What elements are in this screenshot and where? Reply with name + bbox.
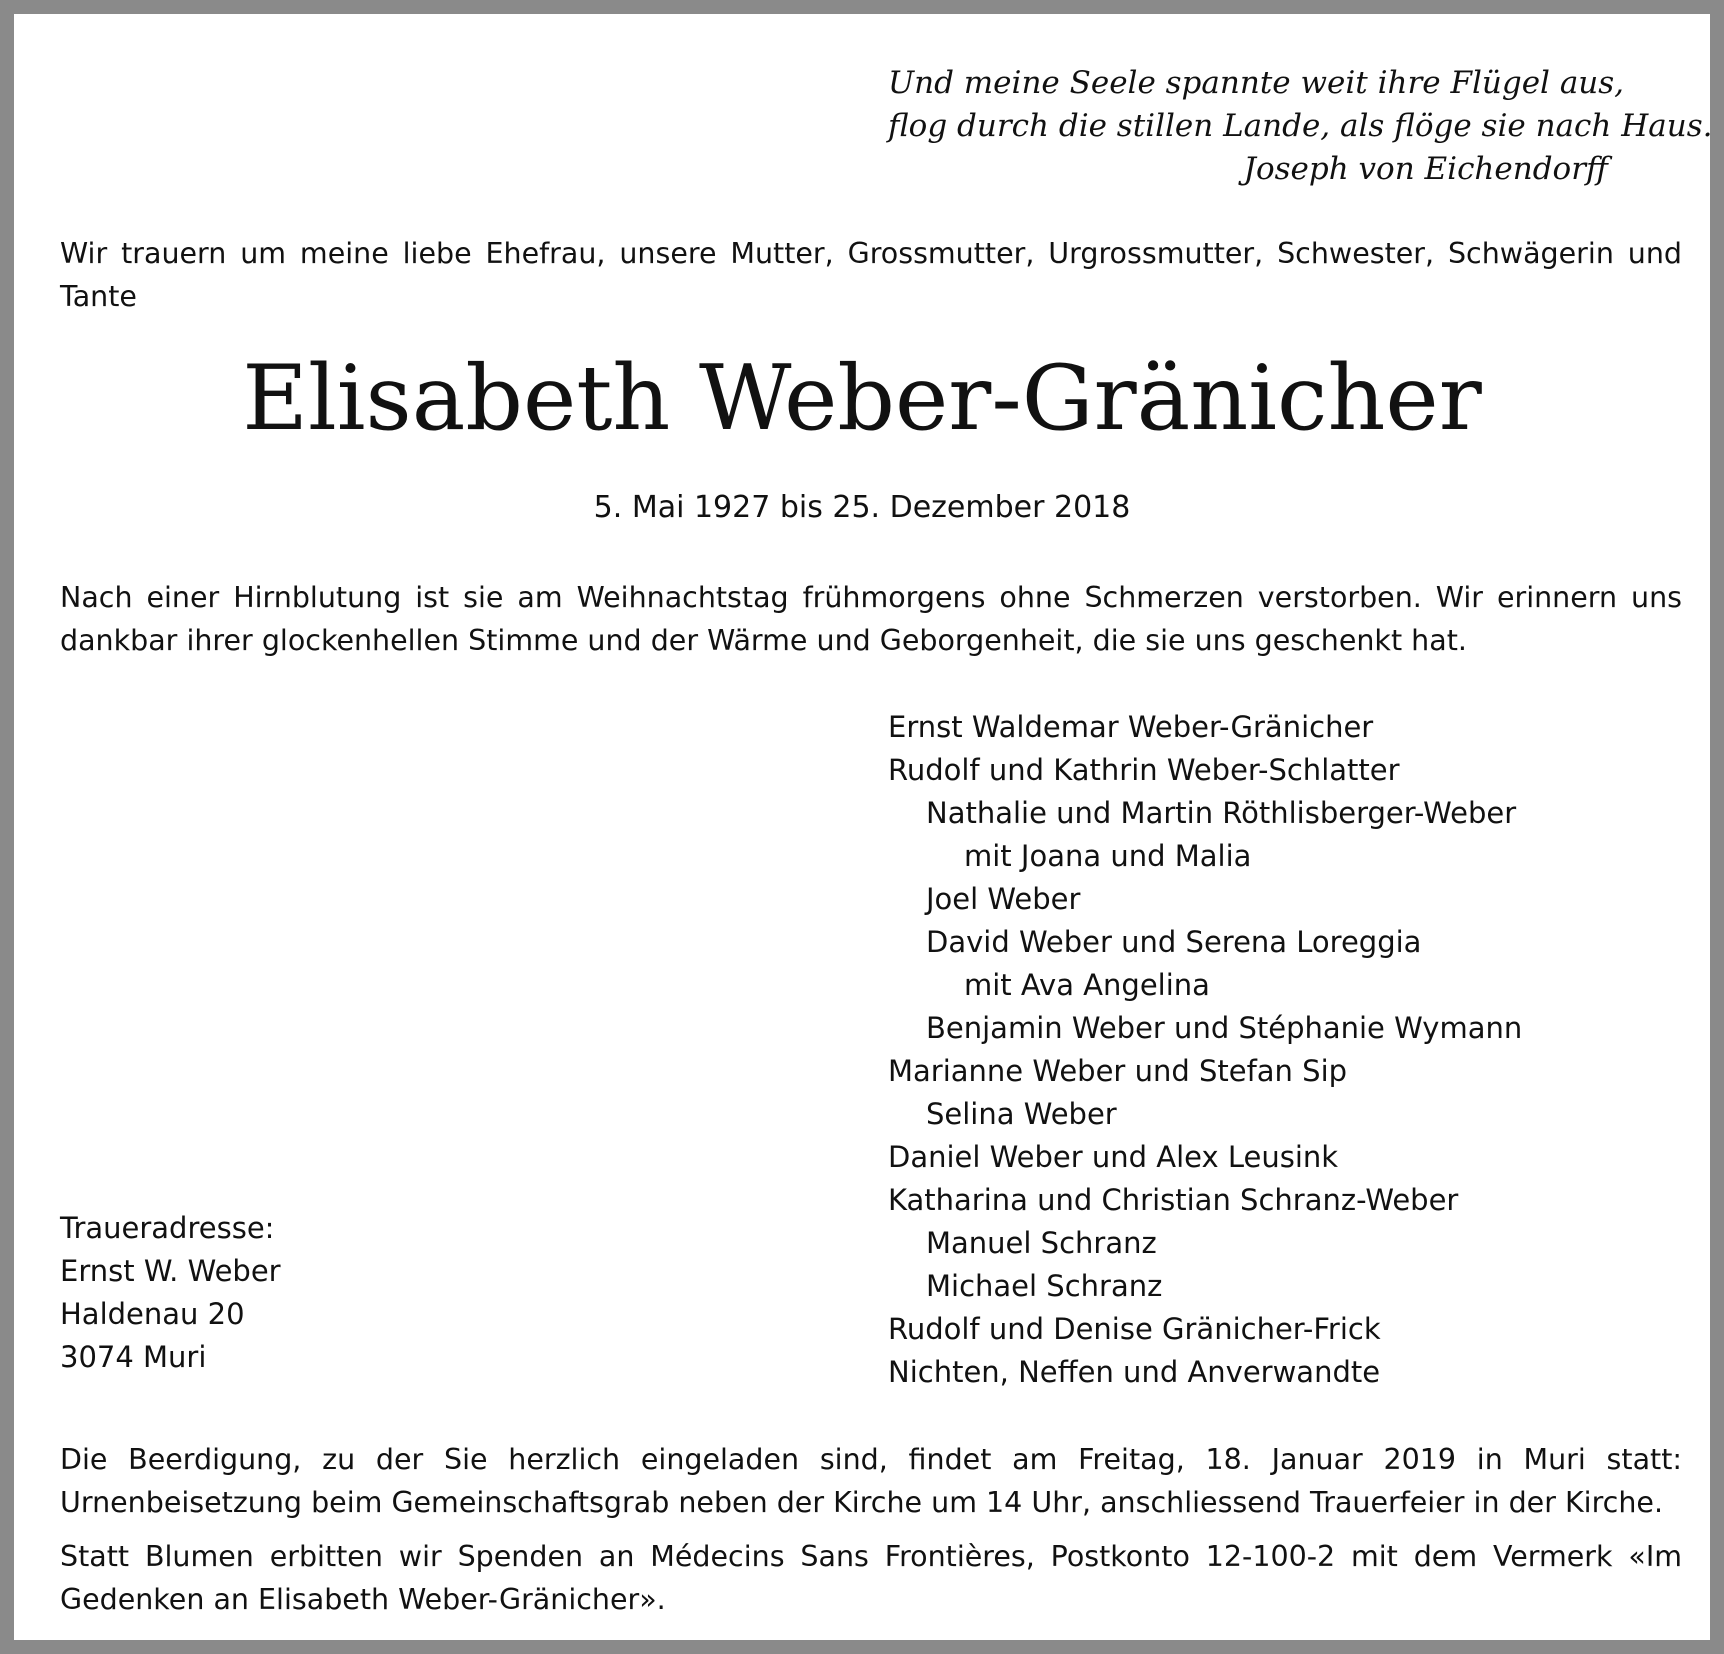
quote-line: flog durch die stillen Lande, als flöge sie nach Haus.	[888, 108, 1713, 144]
mourner-entry: Michael Schranz	[926, 1269, 1163, 1303]
mourner-entry: Nichten, Neffen und Anverwandte	[888, 1355, 1381, 1389]
mourner-entry: Marianne Weber und Stefan Sip	[888, 1054, 1348, 1088]
obituary-notice	[14, 14, 1713, 1640]
mourner-entry: Daniel Weber und Alex Leusink	[888, 1140, 1339, 1174]
mourner-entry: Nathalie und Martin Röthlisberger-Weber	[926, 796, 1517, 830]
mourning-address	[60, 1207, 281, 1379]
death-paragraph: Nach einer Hirnblutung ist sie am Weihnachtstag frühmorgens ohne Schmerzen verstorben. Wir erinnern uns dankbar ihrer glockenhellen Stimme und der Wärme und Geborgenheit, die sie uns geschenkt hat.	[60, 581, 1682, 657]
poem-quote	[888, 62, 1713, 191]
address-street: Haldenau 20	[60, 1297, 245, 1331]
mourner-entry: Joel Weber	[926, 882, 1081, 916]
intro-text: Wir trauern um meine liebe Ehefrau, unsere Mutter, Grossmutter, Urgrossmutter, Schwester, Schwägerin und Tante	[60, 237, 1682, 313]
deceased-name: Elisabeth Weber-Gränicher	[242, 346, 1482, 451]
funeral-paragraph: Die Beerdigung, zu der Sie herzlich eingeladen sind, findet am Freitag, 18. Januar 2019 in Muri statt: Urnenbeisetzung beim Gemeinschaftsgrab neben der Kirche um 14 Uhr, anschliessend Trauerfeier in der Kirche.	[60, 1443, 1682, 1519]
mourner-entry: Ernst Waldemar Weber-Gränicher	[888, 710, 1374, 744]
address-label: Traueradresse:	[60, 1211, 275, 1245]
donation-paragraph: Statt Blumen erbitten wir Spenden an Médecins Sans Frontières, Postkonto 12-100-2 mit dem Vermerk «Im Gedenken an Elisabeth Weber-Gränicher».	[60, 1540, 1682, 1616]
mourner-entry: Rudolf und Kathrin Weber-Schlatter	[888, 753, 1400, 787]
mourner-entry: Selina Weber	[926, 1097, 1117, 1131]
mourner-entry: Benjamin Weber und Stéphanie Wymann	[926, 1011, 1523, 1045]
mourner-entry: Katharina und Christian Schranz-Weber	[888, 1183, 1459, 1217]
life-dates: 5. Mai 1927 bis 25. Dezember 2018	[593, 490, 1131, 525]
mourner-entry: Manuel Schranz	[926, 1226, 1157, 1260]
address-city: 3074 Muri	[60, 1340, 207, 1374]
mourner-entry: mit Joana und Malia	[964, 839, 1252, 873]
mourners-list	[888, 706, 1522, 1394]
mourner-entry: mit Ava Angelina	[964, 968, 1210, 1002]
quote-line: Und meine Seele spannte weit ihre Flügel aus,	[888, 65, 1625, 101]
quote-author: Joseph von Eichendorff	[1243, 151, 1608, 187]
address-name: Ernst W. Weber	[60, 1254, 281, 1288]
mourner-entry: David Weber und Serena Loreggia	[926, 925, 1422, 959]
mourner-entry: Rudolf und Denise Gränicher-Frick	[888, 1312, 1381, 1346]
